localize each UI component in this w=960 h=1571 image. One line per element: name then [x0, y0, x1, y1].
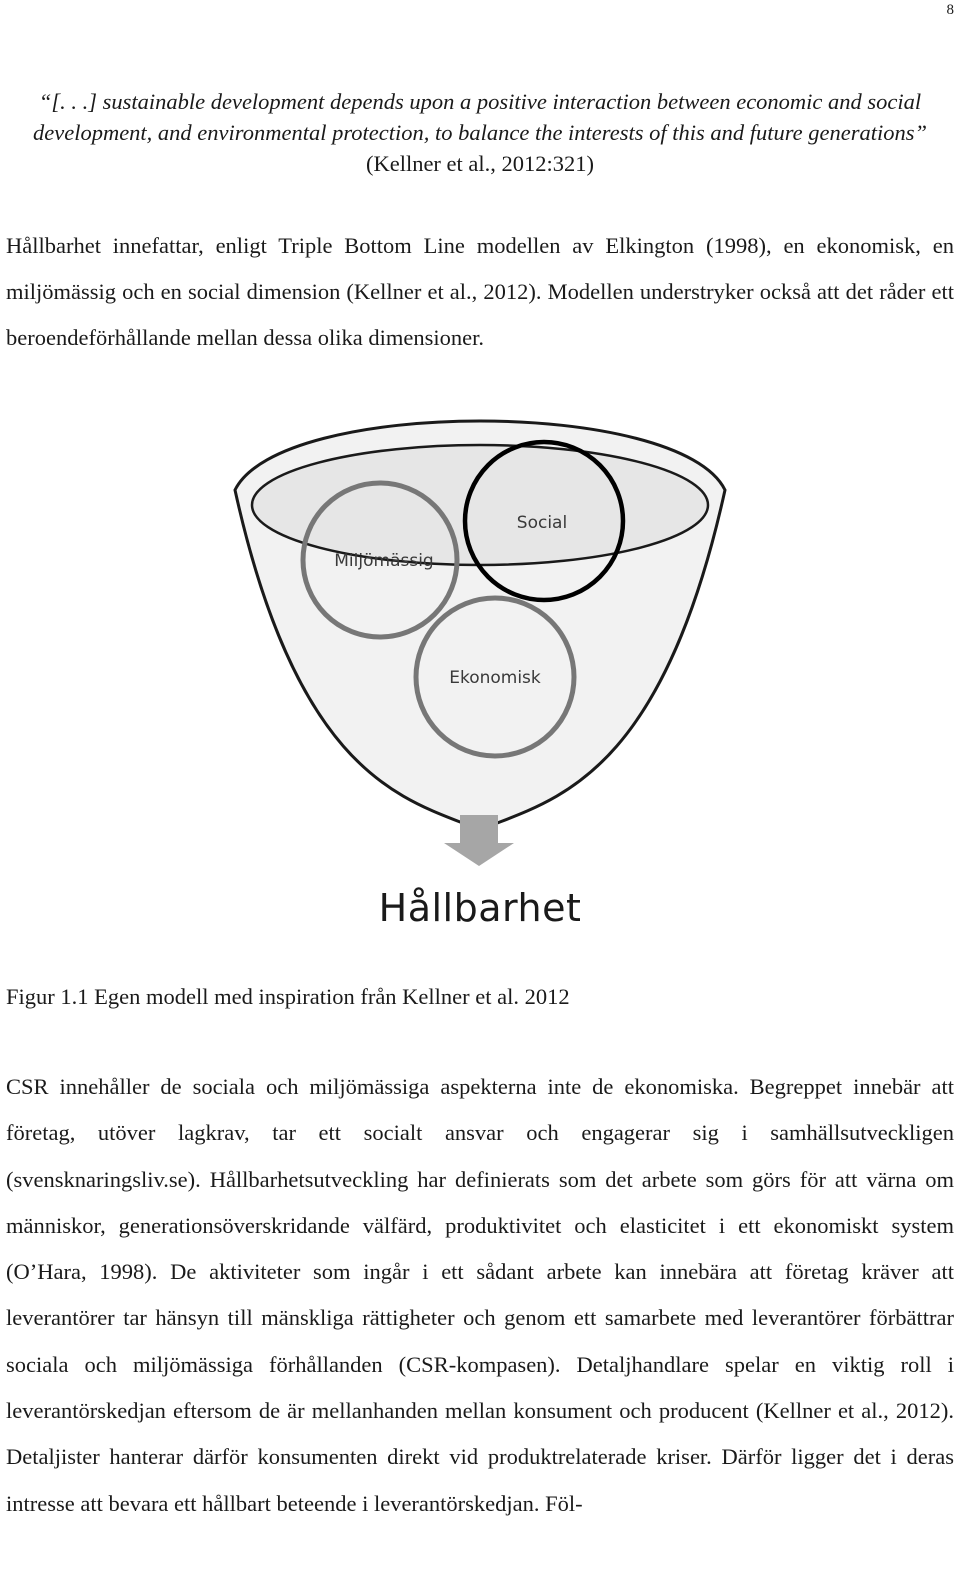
- label-miljomassig: Miljömässig: [334, 551, 434, 571]
- label-ekonomisk: Ekonomisk: [449, 668, 541, 688]
- down-arrow-icon: [444, 815, 514, 866]
- figure-caption: Figur 1.1 Egen modell med inspiration från Kellner et al. 2012: [6, 984, 570, 1009]
- funnel-opening: [252, 445, 708, 565]
- block-quote: [6, 86, 954, 179]
- triple-bottom-line-figure: [0, 400, 960, 880]
- page-number: 8: [946, 2, 954, 18]
- quote-text: “[. . .] sustainable development depends upon a positive interaction between economic and social development, and environmental protection, to balance the interests of this and future generations”: [32, 89, 928, 145]
- result-label: Hållbarhet: [378, 886, 582, 930]
- paragraph-csr: CSR innehåller de sociala och miljömässiga aspekterna inte de ekonomiska. Begreppet innebär att företag, utöver lagkrav, tar ett socialt ansvar och engagerar sig i samhällsutveckligen (svensknaringsliv.se). Hållbarhetsutveckling har definierats som det arbete som görs för att värna om människor, generationsöverskridande välfärd, produktivitet och elasticitet i ett ekonomiskt system (O’Hara, 1998). De aktiviteter som ingår i ett sådant arbete kan innebära att företag kräver att leverantörer tar hänsyn till mänskliga rättigheter och genom ett samarbete med leverantörer förbättrar sociala och miljömässiga förhållanden (CSR-kompasen). Detaljhandlare spelar en viktig roll i leverantörskedjan eftersom de är mellanhanden mellan konsument och producent (Kellner et al., 2012). Detaljister hanterar därför konsumenten direkt vid produktrelaterade kriser. Därför ligger det i deras intresse att bevara ett hållbart beteende i leverantörskedjan. Föl-: [6, 1074, 954, 1516]
- label-social: Social: [516, 513, 568, 533]
- paragraph-intro: Hållbarhet innefattar, enligt Triple Bottom Line modellen av Elkington (1998), en ekonomisk, en miljömässig och en social dimension (Kellner et al., 2012). Modellen understryker också att det råder ett beroendeförhållande mellan dessa olika dimensioner.: [6, 233, 954, 350]
- quote-citation: (Kellner et al., 2012:321): [365, 151, 595, 176]
